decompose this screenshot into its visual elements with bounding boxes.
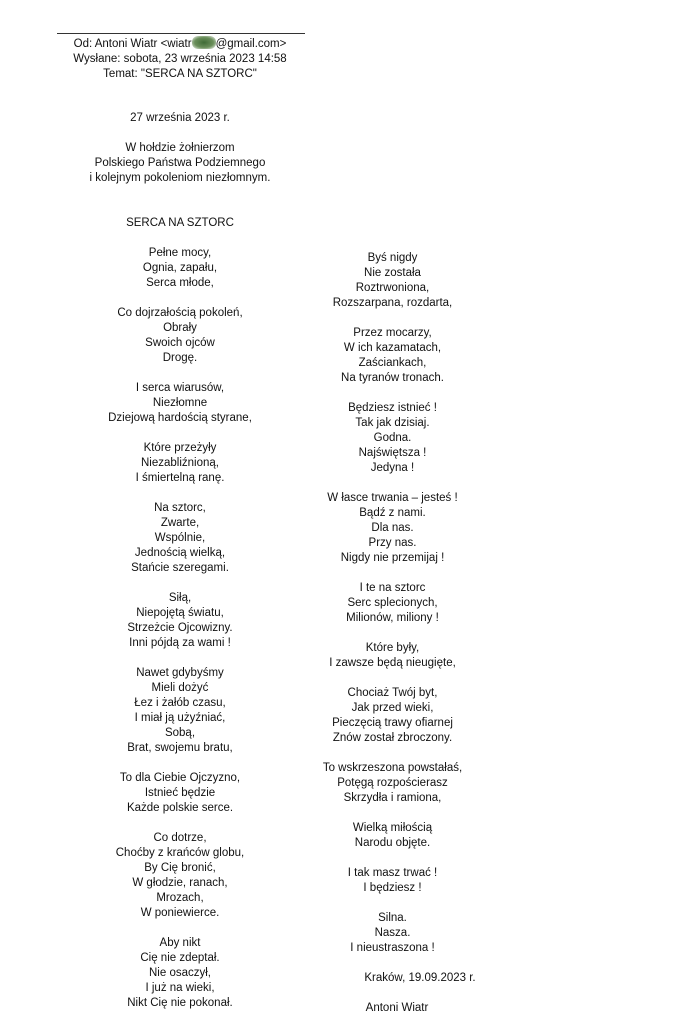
verse-line: Znów został zbroczony. xyxy=(332,732,453,744)
verse-line: Silna. xyxy=(378,912,407,924)
verse-line: I nieustraszona ! xyxy=(350,942,435,954)
stanza xyxy=(300,761,485,806)
verse-line: Niepojętą światu, xyxy=(136,607,224,619)
stanza xyxy=(300,911,485,956)
stanza xyxy=(300,866,485,896)
verse-line: I serca wiarusów, xyxy=(135,382,225,394)
verse-line: Wielką miłością xyxy=(352,822,433,834)
verse-line: Tak jak dzisiaj. xyxy=(355,417,430,429)
verse-line: I będziesz ! xyxy=(363,882,422,894)
stanza xyxy=(30,591,330,651)
verse-line: Drogę. xyxy=(162,352,198,364)
stanza xyxy=(300,401,485,476)
verse-line: Stańcie szeregami. xyxy=(131,562,229,574)
verse-line: Strzeżcie Ojcowizny. xyxy=(127,622,233,634)
verse-line: Jedyna ! xyxy=(370,462,415,474)
stanza xyxy=(300,251,485,311)
verse-line: Nie osaczył, xyxy=(149,967,211,979)
verse-line: Milionów, miliony ! xyxy=(346,612,439,624)
verse-line: Mrozach, xyxy=(156,892,204,904)
verse-line: By Cię bronić, xyxy=(144,862,216,874)
verse-line: Dziejową hardością styrane, xyxy=(108,412,252,424)
dedication xyxy=(30,141,330,186)
verse-line: To dla Ciebie Ojczyzno, xyxy=(119,772,241,784)
stanza xyxy=(300,581,485,626)
verse-line: I miał ją użyźniać, xyxy=(134,712,226,724)
verse-line: Pieczęcią trawy ofiarnej xyxy=(332,717,453,729)
verse-line: Które były, xyxy=(365,642,420,654)
email-from-suffix: @gmail.com> xyxy=(215,38,287,50)
verse-line: W łasce trwania – jesteś ! xyxy=(327,492,458,504)
verse-line: Ognia, zapału, xyxy=(142,262,218,274)
stanza xyxy=(30,501,330,576)
verse-line: Nasza. xyxy=(374,927,411,939)
verse-line: Skrzydła i ramiona, xyxy=(343,792,442,804)
verse-line: Nigdy nie przemijaj ! xyxy=(340,552,445,564)
verse-line: Inni pójdą za wami ! xyxy=(129,637,231,649)
header-separator xyxy=(57,33,305,34)
stanza xyxy=(30,381,330,426)
verse-line: Byś nigdy xyxy=(367,252,418,264)
stanza xyxy=(30,936,330,1011)
verse-line: Chociaż Twój byt, xyxy=(347,687,438,699)
verse-line: Rozszarpana, rozdarta, xyxy=(332,297,453,309)
verse-line: Potęgą rozpościerasz xyxy=(337,777,448,789)
verse-line: Które przeżyły xyxy=(143,442,217,454)
email-from-prefix: Od: Antoni Wiatr <wiatr xyxy=(73,38,192,50)
stanza xyxy=(300,491,485,566)
verse-line: Co dotrze, xyxy=(153,832,207,844)
verse-line: Będziesz istnieć ! xyxy=(348,402,437,414)
verse-line: Bądź z nami. xyxy=(359,507,426,519)
verse-line: Dla nas. xyxy=(371,522,414,534)
verse-line: W głodzie, ranach, xyxy=(132,877,228,889)
verse-line: Wspólnie, xyxy=(154,532,206,544)
stanza xyxy=(30,441,330,486)
stanza xyxy=(30,666,330,756)
stanza xyxy=(300,686,485,746)
stanza xyxy=(30,246,330,291)
dedication-line: W hołdzie żołnierzom xyxy=(125,142,235,154)
verse-line: Przy nas. xyxy=(368,537,417,549)
verse-line: Cię nie zdeptał. xyxy=(140,952,220,964)
stanza xyxy=(30,771,330,816)
date-line: 27 września 2023 r. xyxy=(130,112,230,124)
verse-line: Najświętsza ! xyxy=(358,447,427,459)
verse-line: I zawsze będą nieugięte, xyxy=(329,657,456,669)
verse-line: I śmiertelną ranę. xyxy=(135,472,225,484)
verse-line: Każde polskie serce. xyxy=(126,802,234,814)
right-stanzas xyxy=(300,251,485,956)
stanza xyxy=(30,831,330,921)
verse-line: Sobą, xyxy=(164,727,196,739)
poem-title: SERCA NA SZTORC xyxy=(126,217,234,229)
verse-line: Aby nikt xyxy=(159,937,201,949)
dedication-line: Polskiego Państwa Podziemnego xyxy=(94,157,266,169)
verse-line: Pełne mocy, xyxy=(148,247,212,259)
verse-line: I już na wieki, xyxy=(145,982,215,994)
verse-line: Godna. xyxy=(373,432,412,444)
dedication-line: i kolejnym pokoleniom niezłomnym. xyxy=(89,172,271,184)
verse-line: Nie została xyxy=(364,267,421,279)
verse-line: Nikt Cię nie pokonał. xyxy=(127,997,233,1009)
author-name: Antoni Wiatr xyxy=(365,1002,429,1014)
verse-line: Zwarte, xyxy=(160,517,200,529)
verse-line: W poniewierce. xyxy=(140,907,220,919)
verse-line: Niezłomne xyxy=(152,397,208,409)
verse-line: Nawet gdybyśmy xyxy=(136,667,224,679)
verse-line: Co dojrzałością pokoleń, xyxy=(117,307,243,319)
email-sent: Wysłane: sobota, 23 września 2023 14:58 xyxy=(73,53,287,65)
right-column xyxy=(300,251,485,956)
verse-line: Jednością wielką, xyxy=(134,547,226,559)
verse-line: I tak masz trwać ! xyxy=(347,867,438,879)
verse-line: Na sztorc, xyxy=(154,502,206,514)
verse-line: Jak przed wieki, xyxy=(351,702,434,714)
stanza xyxy=(300,326,485,386)
redacted-blur xyxy=(192,36,216,49)
verse-line: W ich kazamatach, xyxy=(343,342,442,354)
verse-line: Siłą, xyxy=(168,592,192,604)
stanza xyxy=(30,306,330,366)
email-subject: Temat: "SERCA NA SZTORC" xyxy=(103,68,257,80)
verse-line: Serca młode, xyxy=(146,277,214,289)
verse-line: Serc splecionych, xyxy=(347,597,438,609)
verse-line: Mieli dożyć xyxy=(151,682,209,694)
verse-line: I te na sztorc xyxy=(359,582,426,594)
verse-line: Obrały xyxy=(163,322,197,334)
verse-line: Łez i żałób czasu, xyxy=(134,697,226,709)
verse-line: Swoich ojców xyxy=(145,337,215,349)
verse-line: Narodu objęte. xyxy=(354,837,431,849)
verse-line: To wskrzeszona powstałaś, xyxy=(322,762,463,774)
verse-line: Brat, swojemu bratu, xyxy=(127,742,233,754)
email-from xyxy=(50,36,310,52)
verse-line: Roztrwoniona, xyxy=(355,282,430,294)
left-stanzas xyxy=(30,246,330,1011)
left-column xyxy=(30,111,330,1011)
verse-line: Istnieć będzie xyxy=(144,787,216,799)
verse-line: Na tyranów tronach. xyxy=(341,372,444,384)
place-date: Kraków, 19.09.2023 r. xyxy=(364,972,476,984)
email-header xyxy=(50,36,310,82)
stanza xyxy=(300,641,485,671)
verse-line: Przez mocarzy, xyxy=(353,327,432,339)
verse-line: Choćby z krańców globu, xyxy=(115,847,245,859)
verse-line: Zaściankach, xyxy=(358,357,427,369)
stanza xyxy=(300,821,485,851)
verse-line: Niezabliźnioną, xyxy=(141,457,219,469)
